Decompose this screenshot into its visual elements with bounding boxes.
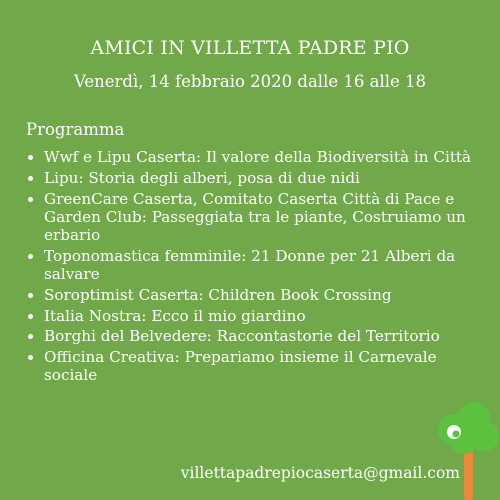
list-item: • GreenCare Caserta, Comitato Caserta Città di Pace e Garden Club: Passeggiata tra le piante, Costruiamo un erbario bbox=[44, 190, 494, 245]
page-title: AMICI IN VILLETTA PADRE PIO bbox=[90, 37, 410, 59]
list-item: • Toponomastica femminile: 21 Donne per 21 Alberi da salvare bbox=[44, 247, 494, 283]
list-item: • Lipu: Storia degli alberi, posa di due nidi bbox=[44, 169, 494, 187]
list-item: • Soroptimist Caserta: Children Book Crossing bbox=[44, 286, 494, 304]
program-heading: Programma bbox=[26, 120, 125, 139]
list-item: • Borghi del Belvedere: Raccontastorie del Territorio bbox=[44, 327, 494, 345]
program-list bbox=[22, 148, 494, 387]
tree-fruit bbox=[453, 431, 460, 438]
contact-email: villettapadrepiocaserta@gmail.com bbox=[180, 464, 460, 482]
list-item: • Officina Creativa: Prepariamo insieme il Carnevale sociale bbox=[44, 348, 494, 384]
tree-icon bbox=[436, 400, 500, 500]
tree-trunk bbox=[464, 446, 473, 500]
list-item: • Italia Nostra: Ecco il mio giardino bbox=[44, 307, 494, 325]
list-item: • Wwf e Lipu Caserta: Il valore della Biodiversità in Città bbox=[44, 148, 494, 166]
event-date: Venerdì, 14 febbraio 2020 dalle 16 alle 18 bbox=[73, 72, 427, 91]
